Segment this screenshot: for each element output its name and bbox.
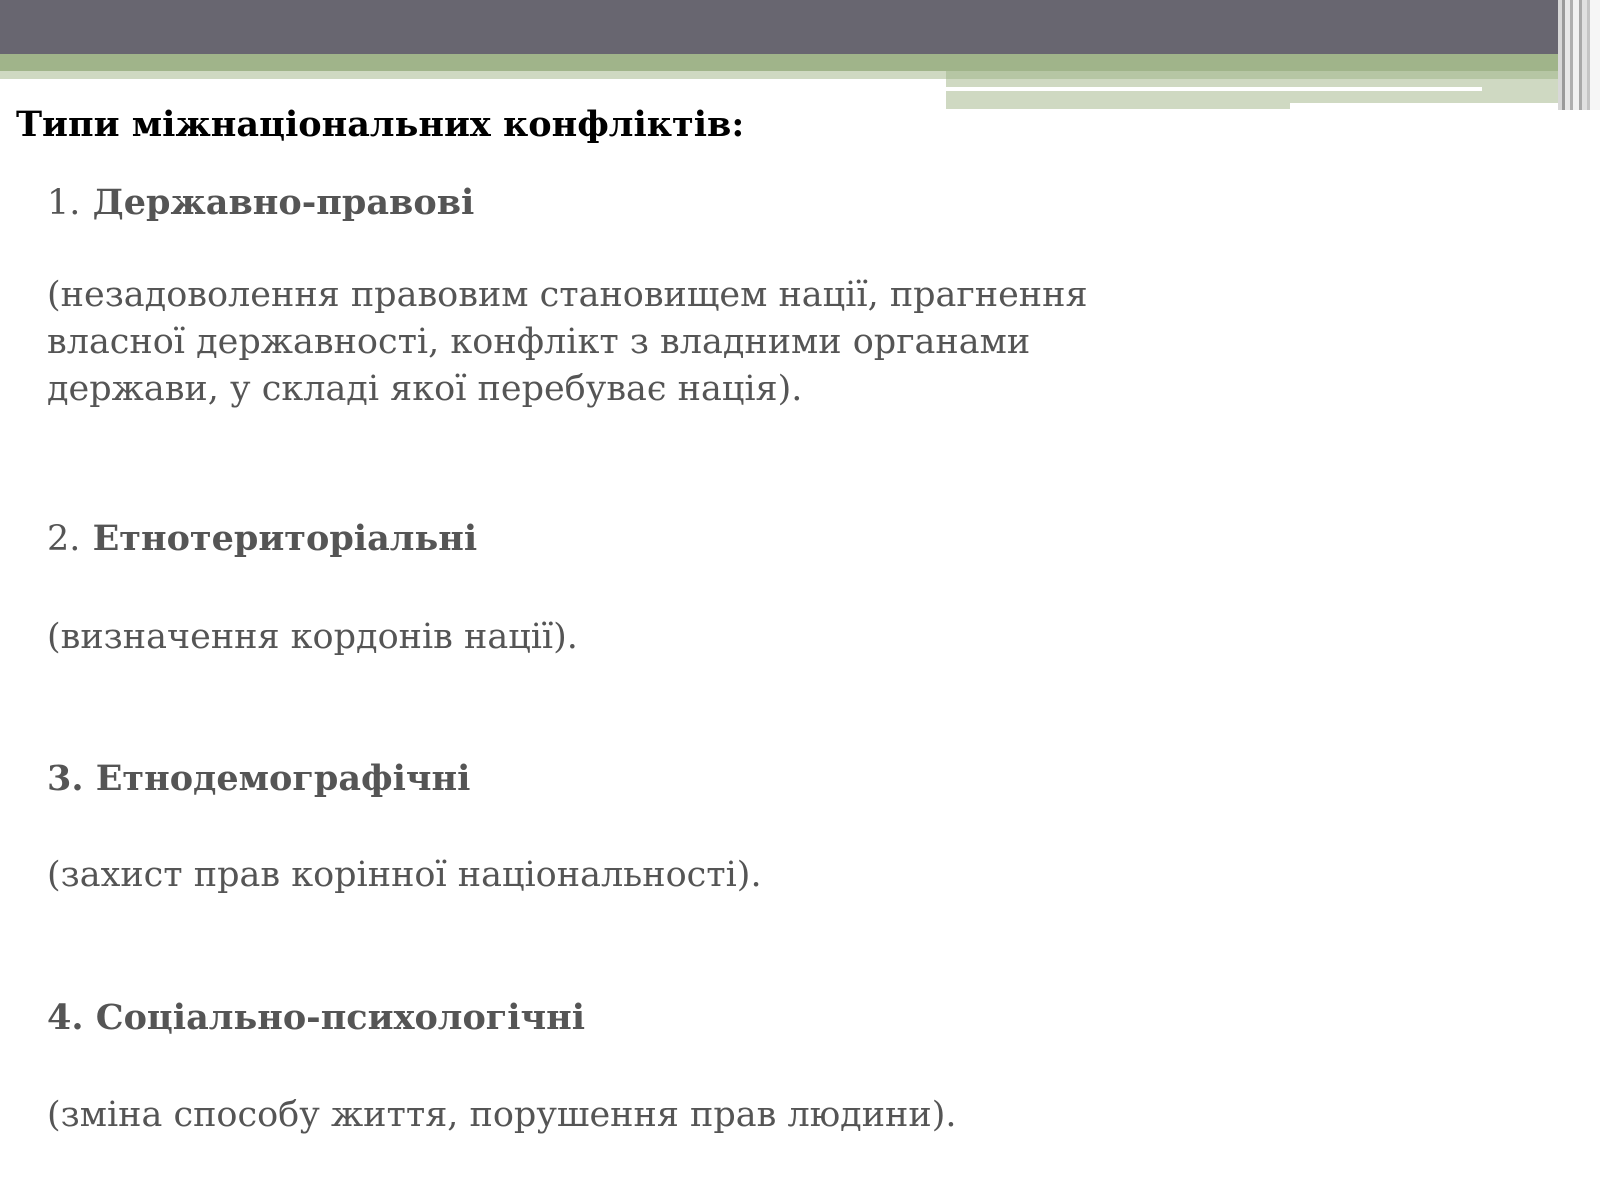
header-stripes [1558,0,1600,110]
list-item-number: 1. [47,183,81,223]
list-item-title: Етнодемографічні [95,758,471,799]
description-line: держави, у складі якої перебуває нація). [47,369,803,409]
list-item-title: Соціально-психологічні [95,997,586,1038]
header-divider-line-short [1290,103,1570,109]
header-band-dark [0,0,1600,54]
list-item-description [47,272,1088,413]
list-item-number: 2. [47,519,81,559]
description-line: власної державності, конфлікт з владними органами [47,322,1031,362]
header-band-pale-left [0,71,946,79]
description-line: (незадоволення правовим становищем нації, прагнення [47,275,1088,315]
header-divider-line [946,87,1482,91]
header-band-green [0,54,1600,71]
list-item-description [47,614,578,661]
list-item-title: Державно-правові [92,182,475,223]
list-item-heading [47,758,470,799]
list-item-heading [47,182,474,223]
list-item-number: 4. [47,997,84,1038]
description-line: (захист прав корінної національності). [47,855,762,895]
list-item-title: Етнотериторіальні [92,518,478,559]
list-item-description [47,1092,957,1139]
list-item-description [47,852,762,899]
header-band-accent [946,71,1570,79]
list-item-heading [47,518,477,559]
list-item-number: 3. [47,758,84,799]
list-item-heading [47,997,585,1038]
description-line: (визначення кордонів нації). [47,617,578,657]
description-line: (зміна способу життя, порушення прав людини). [47,1095,957,1135]
slide-title: Типи міжнаціональних конфліктів: [16,104,745,145]
